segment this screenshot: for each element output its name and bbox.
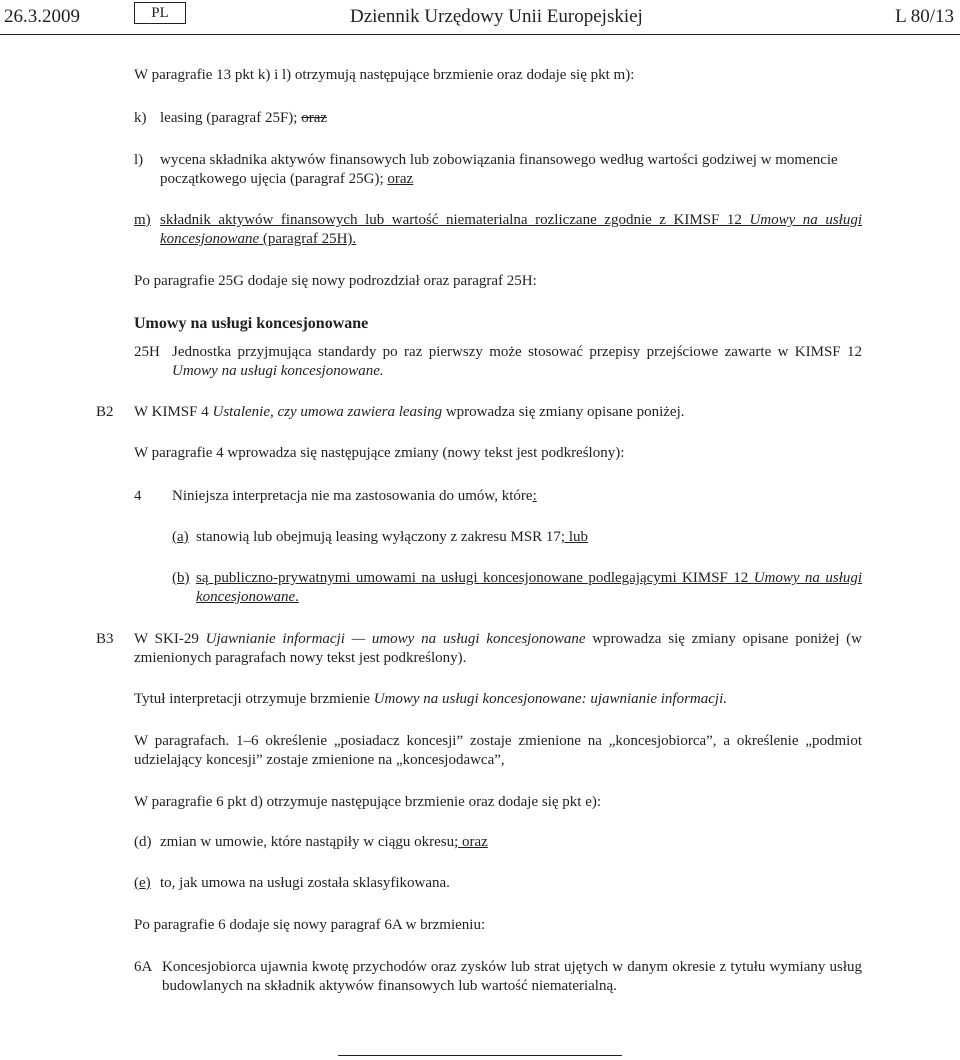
item-m [160, 211, 862, 249]
b2-text: W KIMSF 4 [134, 404, 213, 420]
b3-text: W SKI-29 [134, 631, 206, 647]
b3-text-end: wprowadza się zmiany opisane poniżej (w zmienionych paragrafach nowy tekst jest podkreślony). [134, 631, 862, 666]
item-d [160, 833, 862, 852]
b2-italic: Ustalenie, czy umowa zawiera leasing [212, 404, 443, 420]
item-k-text: leasing (paragraf 25F); [160, 110, 302, 126]
item-m-text: składnik aktywów finansowych lub wartość niematerialna rozliczane zgodnie z KIMSF 12 [160, 212, 750, 228]
item-m-italic: Umowy na usługi koncesjonowane [160, 212, 863, 247]
section-heading: Umowy na usługi koncesjonowane [134, 315, 369, 332]
item-m-text-end: (paragraf 25H). [259, 231, 357, 247]
item-k [160, 109, 862, 128]
section-b2 [134, 403, 862, 422]
item-l-text: wycena składnika aktywów finansowych lub zobowiązania finansowego według wartości godziwej w momencie początkowego ujęcia (paragraf 25G); [160, 152, 838, 187]
item-a-new: ; lub [560, 529, 589, 545]
item-d-text: zmian w umowie, które nastąpiły w ciągu okresu [160, 834, 455, 850]
item-b-text-end: . [295, 589, 299, 605]
paragraph-25h-label: 25H [134, 344, 160, 360]
paragraph-6a-label: 6A [134, 959, 153, 975]
item-4-colon: : [532, 488, 537, 504]
item-b [196, 569, 862, 607]
item-d-new: ; oraz [454, 834, 488, 850]
margin-b2: B2 [96, 404, 114, 420]
footer-rule [338, 1055, 622, 1056]
item-m-label: m) [134, 212, 151, 228]
language-badge: PL [134, 2, 186, 24]
item-b-italic: Umowy na usługi koncesjonowane [196, 570, 863, 605]
item-a-text: stanowią lub obejmują leasing wyłączony z zakresu MSR 17 [196, 529, 561, 545]
section-b3 [134, 630, 862, 668]
paragraph-4-intro: W paragrafie 4 wprowadza się następujące zmiany (nowy tekst jest podkreślony): [134, 445, 625, 461]
paragraph-13-intro: W paragrafie 13 pkt k) i l) otrzymują następujące brzmienie oraz dodaje się pkt m): [134, 67, 635, 83]
paragraph-25h-italic: Umowy na usługi koncesjonowane. [172, 363, 384, 379]
title-paragraph [134, 690, 862, 709]
paragraphs-1-6-change: W paragrafach. 1–6 określenie „posiadacz koncesji” zostaje zmienione na „koncesjobiorca”, a określenie „podmiot udzielający koncesji” zostaje zmienione na „koncesjodawca”, [134, 733, 862, 768]
margin-b3: B3 [96, 631, 114, 647]
paragraph-25h-text: Jednostka przyjmująca standardy po raz pierwszy może stosować przepisy przejściowe zawarte w KIMSF 12 [172, 344, 862, 360]
paragraph-25h [172, 343, 862, 381]
item-k-struck: oraz [301, 110, 328, 126]
item-k-label: k) [134, 110, 147, 126]
title-paragraph-text: Tytuł interpretacji otrzymuje brzmienie [134, 691, 374, 707]
paragraph-6-intro: W paragrafie 6 pkt d) otrzymuje następujące brzmienie oraz dodaje się pkt e): [134, 794, 602, 810]
item-b-text: są publiczno-prywatnymi umowami na usługi koncesjonowane podlegającymi KIMSF 12 [196, 570, 754, 586]
b2-text-end: wprowadza się zmiany opisane poniżej. [442, 404, 685, 420]
item-l-oraz: oraz [387, 171, 414, 187]
paragraph-6a-intro: Po paragrafie 6 dodaje się nowy paragraf 6A w brzmieniu: [134, 917, 486, 933]
item-l [160, 151, 862, 189]
item-4 [172, 487, 862, 506]
header-rule [0, 34, 960, 35]
item-b-label: (b) [172, 570, 190, 586]
b3-italic: Ujawnianie informacji — umowy na usługi koncesjonowane [205, 631, 586, 647]
journal-title: Dziennik Urzędowy Unii Europejskiej [350, 6, 643, 27]
header-date: 26.3.2009 [4, 6, 80, 27]
item-l-label: l) [134, 152, 144, 168]
item-a [196, 528, 862, 547]
title-paragraph-italic: Umowy na usługi koncesjonowane: ujawnianie informacji. [373, 691, 728, 707]
item-d-label: (d) [134, 834, 152, 850]
item-a-label: (a) [172, 529, 189, 545]
item-e: to, jak umowa na usługi została sklasyfikowana. [160, 875, 450, 891]
page-number: L 80/13 [895, 6, 954, 27]
item-4-text: Niniejsza interpretacja nie ma zastosowania do umów, które [172, 488, 533, 504]
item-4-label: 4 [134, 488, 142, 504]
page-header [0, 2, 960, 34]
paragraph-25g-intro: Po paragrafie 25G dodaje się nowy podrozdział oraz paragraf 25H: [134, 273, 537, 289]
item-e-label: (e) [134, 875, 151, 891]
paragraph-6a: Koncesjobiorca ujawnia kwotę przychodów oraz zysków lub strat ujętych w danym okresie z tytułu wymiany usług budowlanych na składnik aktywów finansowych lub wartość niematerialną. [162, 959, 862, 994]
